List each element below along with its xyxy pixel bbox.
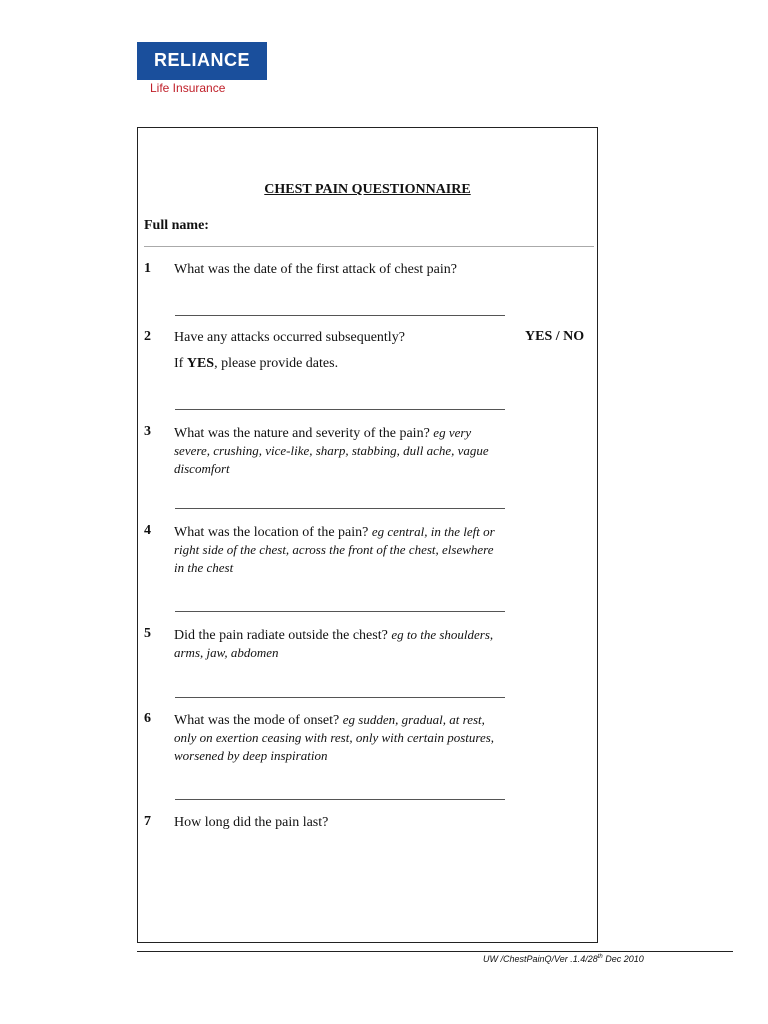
question-2-label: Have any attacks occurred subsequently? <box>174 330 405 345</box>
question-1-text <box>174 261 504 278</box>
logo-text: RELIANCE <box>153 50 250 70</box>
question-1-number: 1 <box>144 261 151 276</box>
question-1-answer-line[interactable] <box>175 315 505 316</box>
question-6-label: What was the mode of onset? <box>174 713 340 728</box>
question-2-text <box>174 329 504 346</box>
question-1-label: What was the date of the first attack of chest pain? <box>174 262 457 277</box>
question-3-label: What was the nature and severity of the pain? <box>174 426 430 441</box>
followup-prefix: If <box>174 356 187 371</box>
yes-no-answer[interactable]: YES / NO <box>525 329 585 344</box>
question-2-answer-line[interactable] <box>175 409 505 410</box>
question-5-hint: eg to the shoulders, arms, jaw, abdomen <box>174 627 494 660</box>
question-6-hint: eg sudden, gradual, at rest, only on exertion ceasing with rest, only with certain postures, worsened by deep inspiration <box>174 712 495 763</box>
question-2-number: 2 <box>144 329 151 344</box>
full-name-label: Full name: <box>144 218 209 233</box>
question-4-answer-line[interactable] <box>175 611 505 612</box>
question-5-number: 5 <box>144 626 151 641</box>
question-3-answer-line[interactable] <box>175 508 505 509</box>
question-4-label: What was the location of the pain? <box>174 525 369 540</box>
question-5-answer-line[interactable] <box>175 697 505 698</box>
followup-suffix: , please provide dates. <box>214 356 339 371</box>
question-4-text <box>174 523 504 577</box>
footer-date: Dec 2010 <box>602 954 644 964</box>
question-5-text <box>174 626 504 662</box>
followup-bold: YES <box>186 356 215 371</box>
footer-superscript: th <box>597 954 603 960</box>
question-6-text <box>174 711 504 765</box>
question-7-number: 7 <box>144 814 151 829</box>
company-logo <box>137 42 267 80</box>
question-4-number: 4 <box>144 523 151 538</box>
full-name-field-line[interactable] <box>144 246 594 247</box>
question-3-text <box>174 424 504 478</box>
question-3-hint: eg very severe, crushing, vice-like, sharp, stabbing, dull ache, vague discomfort <box>174 425 489 476</box>
question-2-followup <box>174 355 504 372</box>
question-4-hint: eg central, in the left or right side of the chest, across the front of the chest, elsewhere in the chest <box>174 524 495 575</box>
page-title: CHEST PAIN QUESTIONNAIRE <box>264 182 471 197</box>
question-3-number: 3 <box>144 424 151 439</box>
footer-version <box>483 954 644 964</box>
footer-divider <box>137 951 733 952</box>
logo-subtext: Life Insurance <box>150 81 226 95</box>
footer-version-text: UW /ChestPainQ/Ver .1.4/28 <box>483 954 598 964</box>
question-6-number: 6 <box>144 711 151 726</box>
question-5-label: Did the pain radiate outside the chest? <box>174 628 388 643</box>
question-7-text <box>174 814 504 831</box>
question-6-answer-line[interactable] <box>175 799 505 800</box>
question-7-label: How long did the pain last? <box>174 815 329 830</box>
